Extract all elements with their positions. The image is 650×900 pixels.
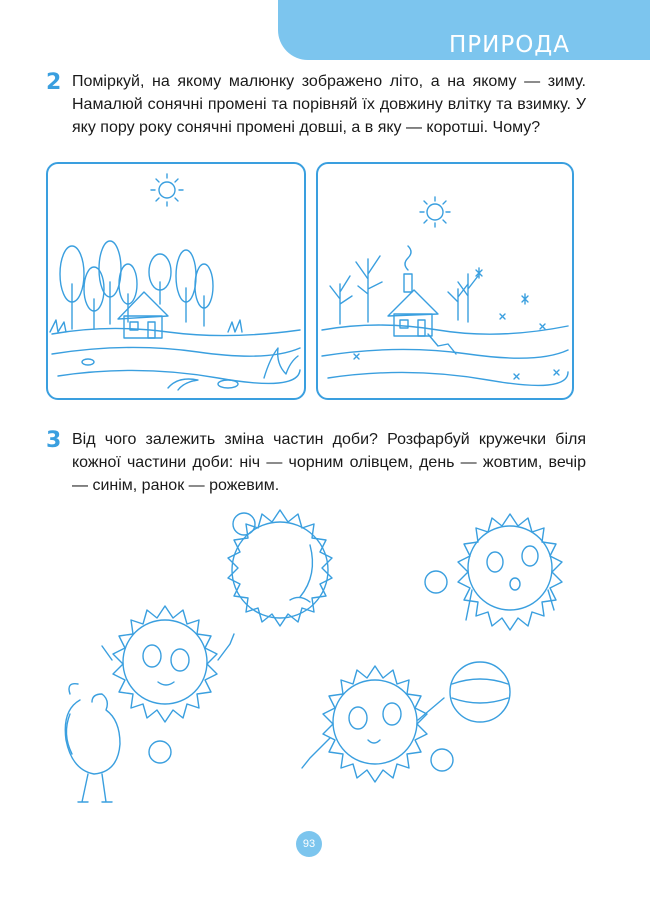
evening-sun-drawing bbox=[302, 662, 510, 782]
task-2-number: 2 bbox=[46, 70, 62, 95]
page-number-badge bbox=[296, 831, 322, 857]
evening-color-circle[interactable] bbox=[431, 749, 453, 771]
snowflakes-drawing bbox=[354, 268, 559, 379]
page-number: 93 bbox=[302, 838, 316, 850]
sleeping-sun-drawing bbox=[228, 510, 332, 626]
meadow-drawing bbox=[50, 320, 300, 390]
morning-color-circle[interactable] bbox=[425, 571, 447, 593]
section-header-tab bbox=[278, 0, 650, 60]
sun-characters-illustration bbox=[40, 500, 600, 820]
rooster-drawing bbox=[65, 684, 120, 802]
night-color-circle[interactable] bbox=[233, 513, 255, 535]
day-color-circle[interactable] bbox=[149, 741, 171, 763]
task-2-text: Поміркуй, на якому малюнку зображено літо, а на якому — зиму. Намалюй сонячні промені та порівняй їх довжину влітку та взимку. У яку пору року сонячні промені довші, а в яку — коротші. Чому? bbox=[72, 73, 586, 136]
house-drawing bbox=[388, 246, 438, 336]
snowy-field-drawing bbox=[322, 325, 568, 385]
section-title: ПРИРОДА bbox=[448, 32, 570, 58]
summer-picture bbox=[46, 162, 306, 400]
task-3-number: 3 bbox=[46, 428, 62, 453]
morning-sun-drawing bbox=[458, 514, 562, 630]
sun-icon bbox=[420, 197, 450, 227]
winter-picture bbox=[316, 162, 574, 400]
sun-icon bbox=[151, 174, 183, 206]
day-sun-drawing bbox=[102, 606, 234, 722]
task-3-text: Від чого залежить зміна частин доби? Розфарбуй кружечки біля кожної частини доби: ніч — чорним олівцем, день — жовтим, вечір — синім, ранок — рожевим. bbox=[72, 431, 586, 494]
